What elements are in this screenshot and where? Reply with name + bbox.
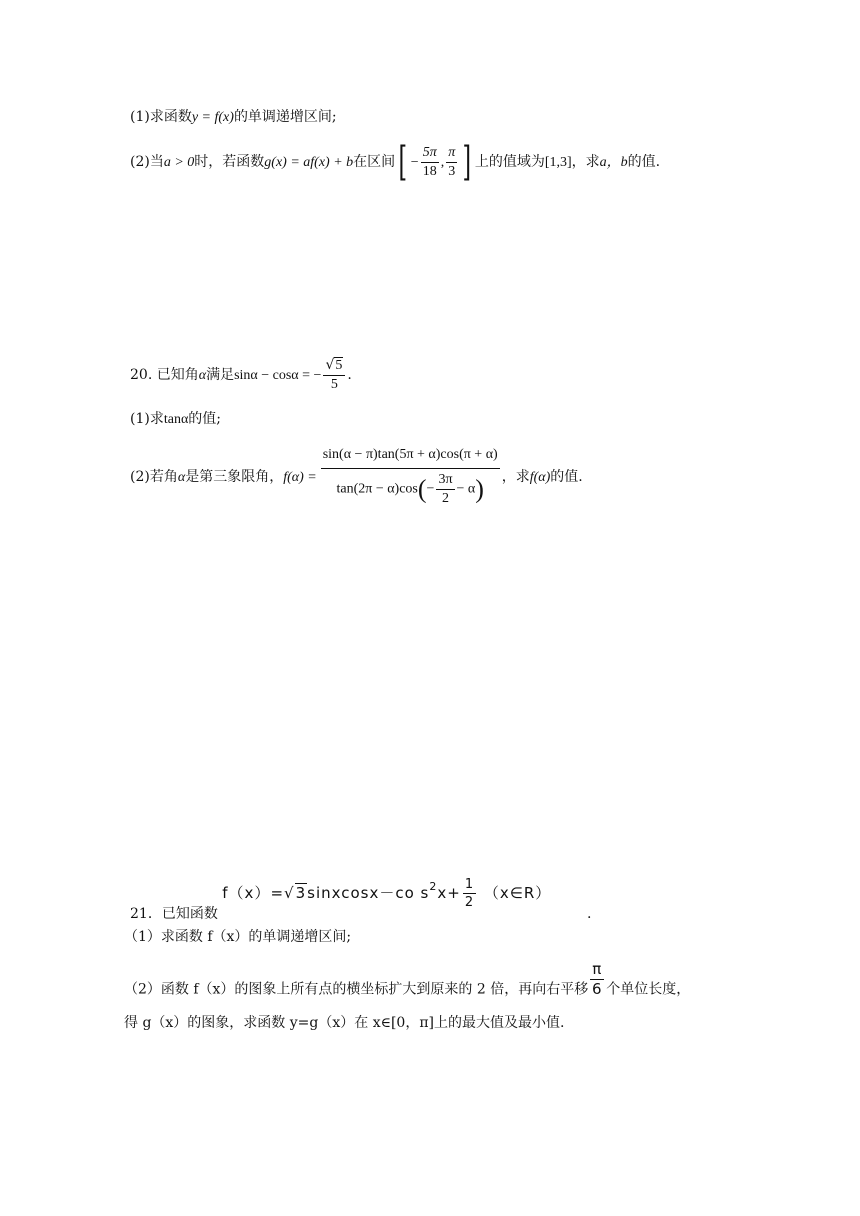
q21-part1: （1）求函数 f（x）的单调递增区间; <box>124 929 352 945</box>
q19-formula-y: y = f(x) <box>191 110 234 125</box>
q21-part2-line1: （2）函数 f（x）的图象上所有点的横坐标扩大到原来的 2 倍，再向右平移 $\frac{\pi}{6}$ 个单位长度， <box>124 960 691 998</box>
q21-formula-image: f（x）=√3sinxcosx－co $s^2x+$ $\frac{1}{2}$ （x∈R） <box>222 877 552 910</box>
interval-frac-1: $\frac{5\pi}{18}$ <box>422 144 437 179</box>
q20-stem: 20. 已知角α满足sinα − cosα = − $\frac{√5}{5}$ . <box>130 357 352 392</box>
left-bracket: [ <box>398 139 408 185</box>
q19-formula-g: g(x) = af(x) + b <box>264 155 354 170</box>
q20-part2: (2)若角α是第三象限角，f(α) = sin(α − π)tan(5π + α)cos(π + α) tan(2π − α)cos(− $\frac{3\pi}{2}$ − α) ，求f(α)的值. <box>130 447 583 506</box>
q19-part2: (2)当a > 0时，若函数g(x) = af(x) + b在区间[ − $\frac{5\pi}{18}$ , $\frac{\pi}{3}$ ] 上的值域为[1,3]，求a，b的值. <box>130 139 661 185</box>
pi-over-6: $\frac{\pi}{6}$ <box>591 960 603 998</box>
right-bracket: ] <box>462 139 472 185</box>
q20-part1: (1)求tanα的值; <box>130 411 222 427</box>
interval-frac-2: $\frac{\pi}{3}$ <box>448 144 456 179</box>
q21-part2-line2: 得 g（x）的图象，求函数 y=g（x）在 x∈[0，π]上的最大值及最小值. <box>124 1015 565 1031</box>
sqrt5-over-5: $\frac{√5}{5}$ <box>323 358 345 392</box>
q19-part1: (1)求函数y = f(x)的单调递增区间; <box>130 109 337 125</box>
q21-stem: 21．已知函数 f（x）=√3sinxcosx－co $s^2x+$ $\frac{1}{2}$ （x∈R） . <box>130 877 592 922</box>
f-alpha-fraction: sin(α − π)tan(5π + α)cos(π + α) tan(2π − α)cos(− $\frac{3\pi}{2}$ − α) <box>322 447 498 506</box>
